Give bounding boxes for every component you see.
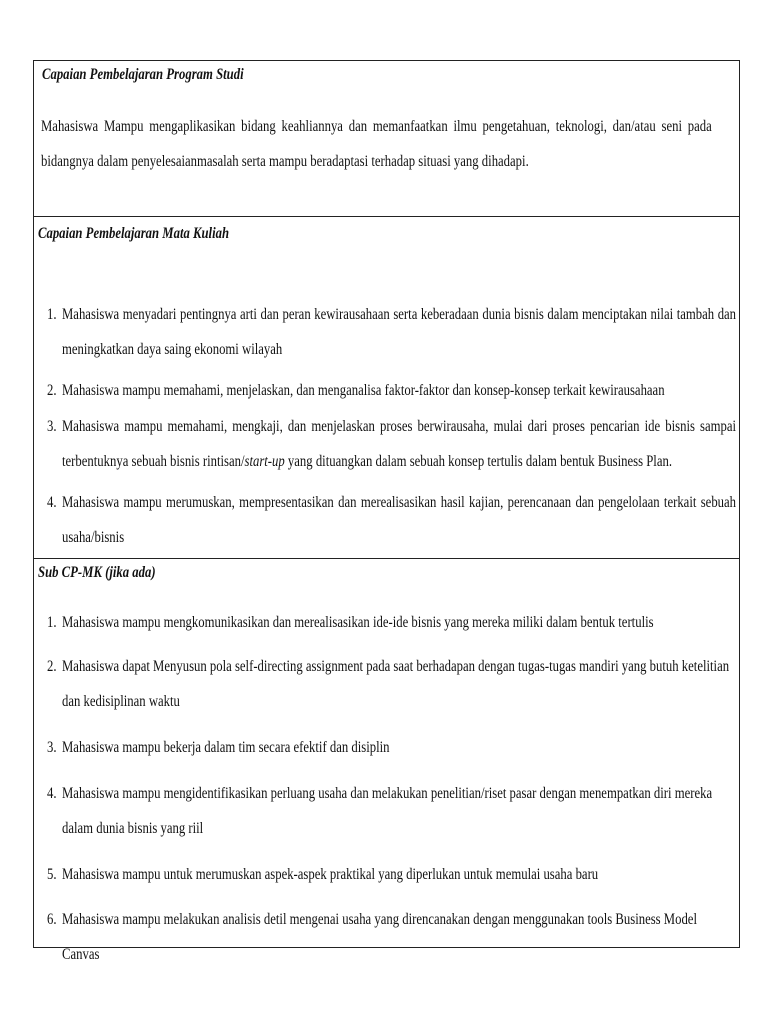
section-title: Sub CP-MK (jika ada) — [38, 564, 156, 581]
list-number: 2. — [47, 382, 57, 399]
list-number: 5. — [47, 866, 57, 883]
list-number: 4. — [47, 785, 57, 802]
section-program-outcomes — [33, 60, 740, 217]
list-text: Mahasiswa mampu mengidentifikasikan perluang usaha dan melakukan penelitian/riset pasar dengan menempatkan diri mereka dalam dunia bisnis yang riil — [62, 785, 713, 837]
list-number: 2. — [47, 658, 57, 675]
list-text: Mahasiswa mampu merumuskan, mempresentasikan dan merealisasikan hasil kajian, perencanaan dan pengelolaan terkait sebuah usaha/bisnis — [62, 494, 737, 546]
list-text: Mahasiswa mampu memahami, menjelaskan, dan menganalisa faktor-faktor dan konsep-konsep terkait kewirausahaan — [62, 382, 665, 399]
section-sub-outcomes — [33, 559, 740, 963]
section-paragraph: Mahasiswa Mampu mengaplikasikan bidang keahliannya dan memanfaatkan ilmu pengetahuan, teknologi, dan/atau seni pada bidangnya dalam penyelesaianmasalah serta mampu beradaptasi terhadap situasi yang dihadapi. — [41, 118, 712, 170]
list-number: 1. — [47, 306, 57, 323]
list-text: Mahasiswa mampu memahami, mengkaji, dan menjelaskan proses berwirausaha, mulai dari proses pencarian ide bisnis sampai terbentuknya sebuah bisnis rintisan/start-up yang dituangkan dalam sebuah konsep tertulis dalam bentuk Business Plan. — [62, 418, 737, 470]
list-number: 4. — [47, 494, 57, 511]
list-text: Mahasiswa mampu mengkomunikasikan dan merealisasikan ide-ide bisnis yang mereka miliki dalam bentuk tertulis — [62, 614, 654, 631]
list-text: Mahasiswa mampu melakukan analisis detil mengenai usaha yang direncanakan dengan menggunakan tools Business Model Canvas — [62, 911, 697, 963]
document-table — [33, 60, 740, 963]
list-number: 3. — [47, 739, 57, 756]
list-number: 3. — [47, 418, 57, 435]
list-text: Mahasiswa mampu bekerja dalam tim secara efektif dan disiplin — [62, 739, 390, 756]
section-title: Capaian Pembelajaran Mata Kuliah — [38, 225, 230, 242]
section-course-outcomes — [33, 217, 740, 559]
list-text: Mahasiswa menyadari pentingnya arti dan peran kewirausahaan serta keberadaan dunia bisnis dalam menciptakan nilai tambah dan meningkatkan daya saing ekonomi wilayah — [62, 306, 737, 358]
section-title: Capaian Pembelajaran Program Studi — [42, 66, 244, 83]
list-number: 1. — [47, 614, 57, 631]
list-text: Mahasiswa dapat Menyusun pola self-directing assignment pada saat berhadapan dengan tugas-tugas mandiri yang butuh ketelitian dan kedisiplinan waktu — [62, 658, 730, 710]
list-number: 6. — [47, 911, 57, 928]
list-text: Mahasiswa mampu untuk merumuskan aspek-aspek praktikal yang diperlukan untuk memulai usaha baru — [62, 866, 599, 883]
